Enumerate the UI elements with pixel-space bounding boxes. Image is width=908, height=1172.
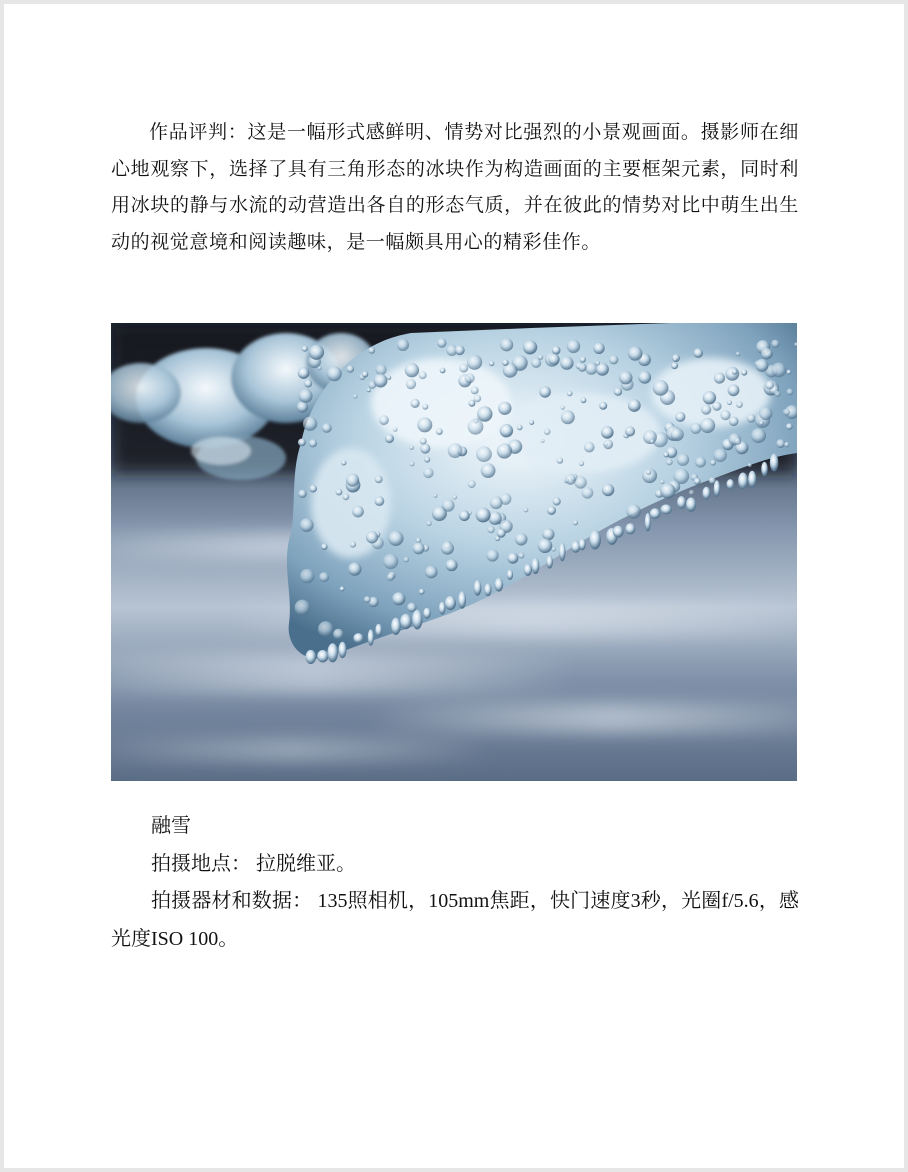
- ice-drop: [546, 555, 553, 568]
- ice-drop: [391, 618, 401, 635]
- ice-bead: [467, 355, 482, 370]
- ice-bead: [695, 457, 706, 468]
- ice-bead: [720, 410, 730, 420]
- ice-bead: [397, 339, 409, 351]
- ice-drop: [579, 539, 586, 551]
- ice-bead: [580, 357, 586, 363]
- ice-bead: [593, 343, 604, 354]
- ice-bead: [625, 426, 635, 436]
- ice-bead: [353, 394, 358, 399]
- ice-bead: [437, 338, 446, 347]
- ice-drop: [327, 643, 338, 662]
- ice-bead: [336, 489, 343, 496]
- ice-bead: [366, 531, 378, 543]
- ice-bead: [422, 404, 428, 410]
- ice-drop: [613, 526, 624, 538]
- camera-settings: 拍摄器材和数据： 135照相机，105mm焦距，快门速度3秒，光圈f/5.6，感光度ISO 100。: [111, 890, 799, 950]
- ice-bead: [348, 562, 361, 575]
- ice-bead: [765, 381, 774, 390]
- ice-bead: [352, 506, 364, 518]
- ice-bead: [298, 439, 306, 447]
- ice-bead: [297, 401, 308, 412]
- ice-bead: [732, 369, 738, 375]
- ice-bead: [736, 401, 743, 408]
- ice-bead: [638, 371, 651, 384]
- ice-bead: [375, 476, 383, 484]
- ice-bead: [776, 439, 785, 448]
- ice-drop: [761, 462, 768, 476]
- ice-bead: [318, 621, 334, 637]
- ice-bead: [574, 476, 586, 488]
- ice-bead: [609, 355, 618, 364]
- ice-bead: [364, 596, 371, 603]
- ice-bead: [541, 439, 545, 443]
- ice-bead: [387, 376, 391, 380]
- ice-bead: [476, 446, 492, 462]
- ice-bead: [582, 487, 594, 499]
- ice-bead: [387, 574, 394, 581]
- ice-bead: [666, 459, 673, 466]
- ice-drop: [306, 650, 317, 664]
- ice-bead: [786, 423, 793, 430]
- ice-bead: [539, 386, 551, 398]
- ice-bead: [424, 457, 430, 463]
- ice-bead: [490, 496, 503, 509]
- ice-bead: [694, 478, 701, 485]
- ice-bead: [690, 423, 701, 434]
- ice-bead: [303, 417, 317, 431]
- ice-bead: [489, 361, 495, 367]
- ice-bead: [787, 389, 794, 396]
- ice-bead: [413, 542, 425, 554]
- ice-bead: [477, 406, 492, 421]
- ice-bead: [476, 508, 491, 523]
- ice-drop: [738, 473, 748, 490]
- ice-bead: [736, 352, 741, 357]
- ice-bead: [544, 428, 551, 435]
- ice-bead: [299, 389, 313, 403]
- ice-bead: [321, 544, 327, 550]
- ice-bead: [774, 391, 780, 397]
- ice-drop: [458, 591, 466, 609]
- photo-caption: [111, 808, 799, 958]
- ice-bead: [689, 490, 694, 495]
- ice-bead: [518, 553, 524, 559]
- ice-bead: [712, 402, 721, 411]
- ice-drop: [686, 497, 696, 511]
- ice-drop: [625, 523, 635, 534]
- ice-bead: [420, 444, 430, 454]
- ice-bead: [601, 426, 614, 439]
- ice-drop: [495, 578, 504, 592]
- ice-drop: [748, 471, 756, 488]
- ice-bead: [488, 526, 495, 533]
- ice-bead: [561, 410, 575, 424]
- ice-bead: [547, 506, 556, 515]
- ice-bead: [468, 419, 484, 435]
- ice-bead: [298, 367, 310, 379]
- ice-bead: [416, 538, 422, 544]
- ice-drop: [353, 633, 363, 643]
- ice-bead: [502, 359, 509, 366]
- ice-drop: [532, 558, 540, 574]
- ice-bead: [459, 364, 468, 373]
- ice-bead: [552, 346, 561, 355]
- ice-bead: [406, 379, 416, 389]
- ice-bead: [379, 415, 389, 425]
- ice-bead: [471, 386, 479, 394]
- ice-bead: [761, 348, 773, 360]
- ice-bead: [436, 428, 443, 435]
- ice-bead: [538, 539, 553, 554]
- ice-bead: [599, 402, 607, 410]
- ice-bead: [693, 348, 703, 358]
- ice-bead: [419, 371, 427, 379]
- ice-drop: [484, 583, 491, 596]
- ice-bead: [446, 559, 458, 571]
- ice-bead: [523, 340, 537, 354]
- ice-bead: [347, 365, 355, 373]
- ice-bead: [500, 424, 513, 437]
- ice-bead: [573, 520, 578, 525]
- ice-bead: [701, 405, 711, 415]
- ice-bead: [529, 420, 534, 425]
- ice-bead: [628, 399, 641, 412]
- ice-bead: [404, 557, 410, 563]
- ice-bead: [440, 368, 446, 374]
- ice-bead: [756, 359, 769, 372]
- ice-bead: [784, 442, 789, 447]
- ice-bead: [565, 474, 576, 485]
- ice-drop: [645, 513, 651, 531]
- ice-bead: [468, 480, 476, 488]
- ice-bead: [703, 391, 716, 404]
- ice-bead: [327, 366, 342, 381]
- ice-bead: [500, 338, 513, 351]
- ice-bead: [560, 356, 573, 369]
- ice-bead: [584, 442, 595, 453]
- ice-bead: [759, 407, 772, 420]
- ice-bead: [549, 354, 560, 365]
- ice-bead: [410, 461, 415, 466]
- ice-bead: [433, 494, 437, 498]
- ice-bead: [664, 452, 670, 458]
- ice-bead: [448, 443, 463, 458]
- ice-bead: [700, 418, 715, 433]
- ice-bead: [419, 589, 425, 595]
- ice-bead: [677, 454, 689, 466]
- ice-bead: [552, 547, 556, 551]
- ice-bead: [626, 504, 640, 518]
- ice-bead: [388, 531, 403, 546]
- ice-bead: [319, 572, 329, 582]
- ice-bead: [646, 470, 651, 475]
- ice-bead: [459, 510, 470, 521]
- ice-bead: [567, 391, 573, 397]
- ice-bead: [322, 423, 332, 433]
- ice-bead: [474, 395, 482, 403]
- ice-bead: [426, 521, 431, 526]
- ice-bead: [302, 346, 308, 352]
- ice-drop: [412, 610, 422, 630]
- ice-bead: [367, 388, 371, 392]
- ice-bead: [714, 373, 725, 384]
- ice-bead: [650, 439, 655, 444]
- ice-bead: [524, 508, 529, 513]
- ice-bead: [538, 355, 543, 360]
- ice-bead: [727, 400, 732, 405]
- ice-drop: [589, 530, 601, 550]
- ice-drop: [677, 496, 686, 509]
- photo-title: 融雪: [151, 815, 191, 837]
- ice-bead: [393, 427, 398, 432]
- ice-drop: [439, 602, 446, 615]
- ice-bead: [747, 414, 756, 423]
- ice-bead: [741, 369, 747, 375]
- ice-drop: [727, 479, 735, 489]
- ice-drop: [338, 642, 346, 658]
- ice-bead: [619, 371, 632, 384]
- ice-bead: [368, 347, 375, 354]
- ice-bead: [410, 446, 414, 450]
- ice-bead: [300, 518, 314, 532]
- ice-bead: [713, 449, 727, 463]
- ice-bead: [309, 439, 317, 447]
- ice-bead: [673, 357, 677, 361]
- ice-bead: [497, 529, 506, 538]
- ice-bead: [507, 553, 518, 564]
- ice-bead: [340, 587, 345, 592]
- ice-bead: [455, 345, 465, 355]
- ice-bead: [553, 497, 561, 505]
- ice-bead: [497, 443, 512, 458]
- ice-bead: [675, 412, 685, 422]
- ice-bead: [557, 457, 564, 464]
- ice-bead: [487, 549, 499, 561]
- ice-bead: [309, 485, 317, 493]
- ice-drop: [445, 596, 456, 610]
- ice-bead: [304, 380, 312, 388]
- ice-bead: [771, 340, 779, 348]
- ice-bead: [375, 496, 385, 506]
- ice-bead: [405, 363, 419, 377]
- ice-bead: [614, 388, 622, 396]
- ice-bead: [772, 363, 787, 378]
- ice-drop: [317, 650, 328, 662]
- ice-bead: [465, 373, 475, 383]
- ice-drop: [650, 508, 661, 519]
- ice-drop: [770, 454, 779, 472]
- ice-drop: [714, 480, 720, 497]
- ice-bead: [671, 428, 684, 441]
- ice-bead: [725, 367, 739, 381]
- ice-bead: [660, 480, 664, 484]
- ice-bead: [385, 434, 394, 443]
- ice-bead: [411, 399, 420, 408]
- ice-bead: [660, 483, 675, 498]
- ice-bead: [748, 463, 752, 467]
- critique-paragraph: 作品评判：这是一幅形式感鲜明、情势对比强烈的小景观画面。摄影师在细心地观察下，选择了具有三角形态的冰块作为构造画面的主要框架元素，同时利用冰块的静与水流的动营造出各自的形态气质，并在彼此的情势对比中萌生出生动的视觉意境和阅读趣味，是一幅颇具用心的精彩佳作。: [111, 121, 799, 253]
- ice-photograph: [111, 323, 797, 781]
- ice-bead: [442, 499, 455, 512]
- ice-bead: [441, 542, 454, 555]
- ice-bead: [452, 495, 457, 500]
- ice-bead: [653, 380, 669, 396]
- ice-bead: [751, 428, 766, 443]
- ice-bead: [595, 361, 600, 366]
- ice-bead: [425, 566, 438, 579]
- ice-bead: [787, 370, 792, 375]
- ice-bead: [561, 406, 565, 410]
- ice-bead: [581, 397, 587, 403]
- ice-bead: [295, 600, 311, 616]
- ice-bead: [341, 460, 346, 465]
- ice-bead: [671, 362, 678, 369]
- ice-drop: [702, 487, 710, 500]
- shooting-location: 拍摄地点： 拉脱维亚。: [151, 852, 356, 875]
- ice-bead: [423, 468, 433, 478]
- ice-drop: [474, 580, 482, 596]
- ice-bead: [392, 592, 405, 605]
- ice-bead: [346, 474, 359, 487]
- ice-bead: [710, 460, 716, 466]
- ice-bead: [734, 438, 741, 445]
- ice-bead: [517, 425, 523, 431]
- ice-bead: [300, 569, 314, 583]
- ice-bead: [383, 554, 398, 569]
- ice-drop: [423, 608, 431, 619]
- ice-bead: [578, 363, 587, 372]
- ice-bead: [628, 346, 643, 361]
- ice-bead: [783, 409, 790, 416]
- ice-drop: [559, 543, 565, 562]
- ice-bead: [350, 541, 356, 547]
- ice-bead: [729, 417, 739, 427]
- ice-bead: [481, 463, 496, 478]
- ice-bead: [376, 364, 387, 375]
- ice-bead: [759, 421, 764, 426]
- ice-bead: [298, 490, 306, 498]
- ice-bead: [362, 371, 368, 377]
- ice-bead: [567, 340, 580, 353]
- ice-bead: [417, 417, 432, 432]
- ice-bead: [579, 461, 584, 466]
- ice-bead: [309, 345, 324, 360]
- ice-drop: [400, 614, 412, 629]
- ice-drop: [661, 504, 672, 514]
- ice-drop: [524, 564, 532, 576]
- ice-drop: [507, 570, 513, 580]
- ice-drop: [368, 629, 374, 645]
- ice-bead: [333, 629, 344, 640]
- ice-bead: [602, 484, 614, 496]
- ice-bead: [420, 438, 427, 445]
- ice-bead: [343, 494, 350, 501]
- document-page: [4, 4, 904, 1168]
- ice-bead: [515, 533, 528, 546]
- ice-bead: [468, 400, 475, 407]
- ice-bead: [603, 439, 613, 449]
- ice-drop: [375, 624, 382, 637]
- ice-bead: [728, 384, 740, 396]
- ice-bead: [498, 402, 511, 415]
- ice-bead: [374, 374, 388, 388]
